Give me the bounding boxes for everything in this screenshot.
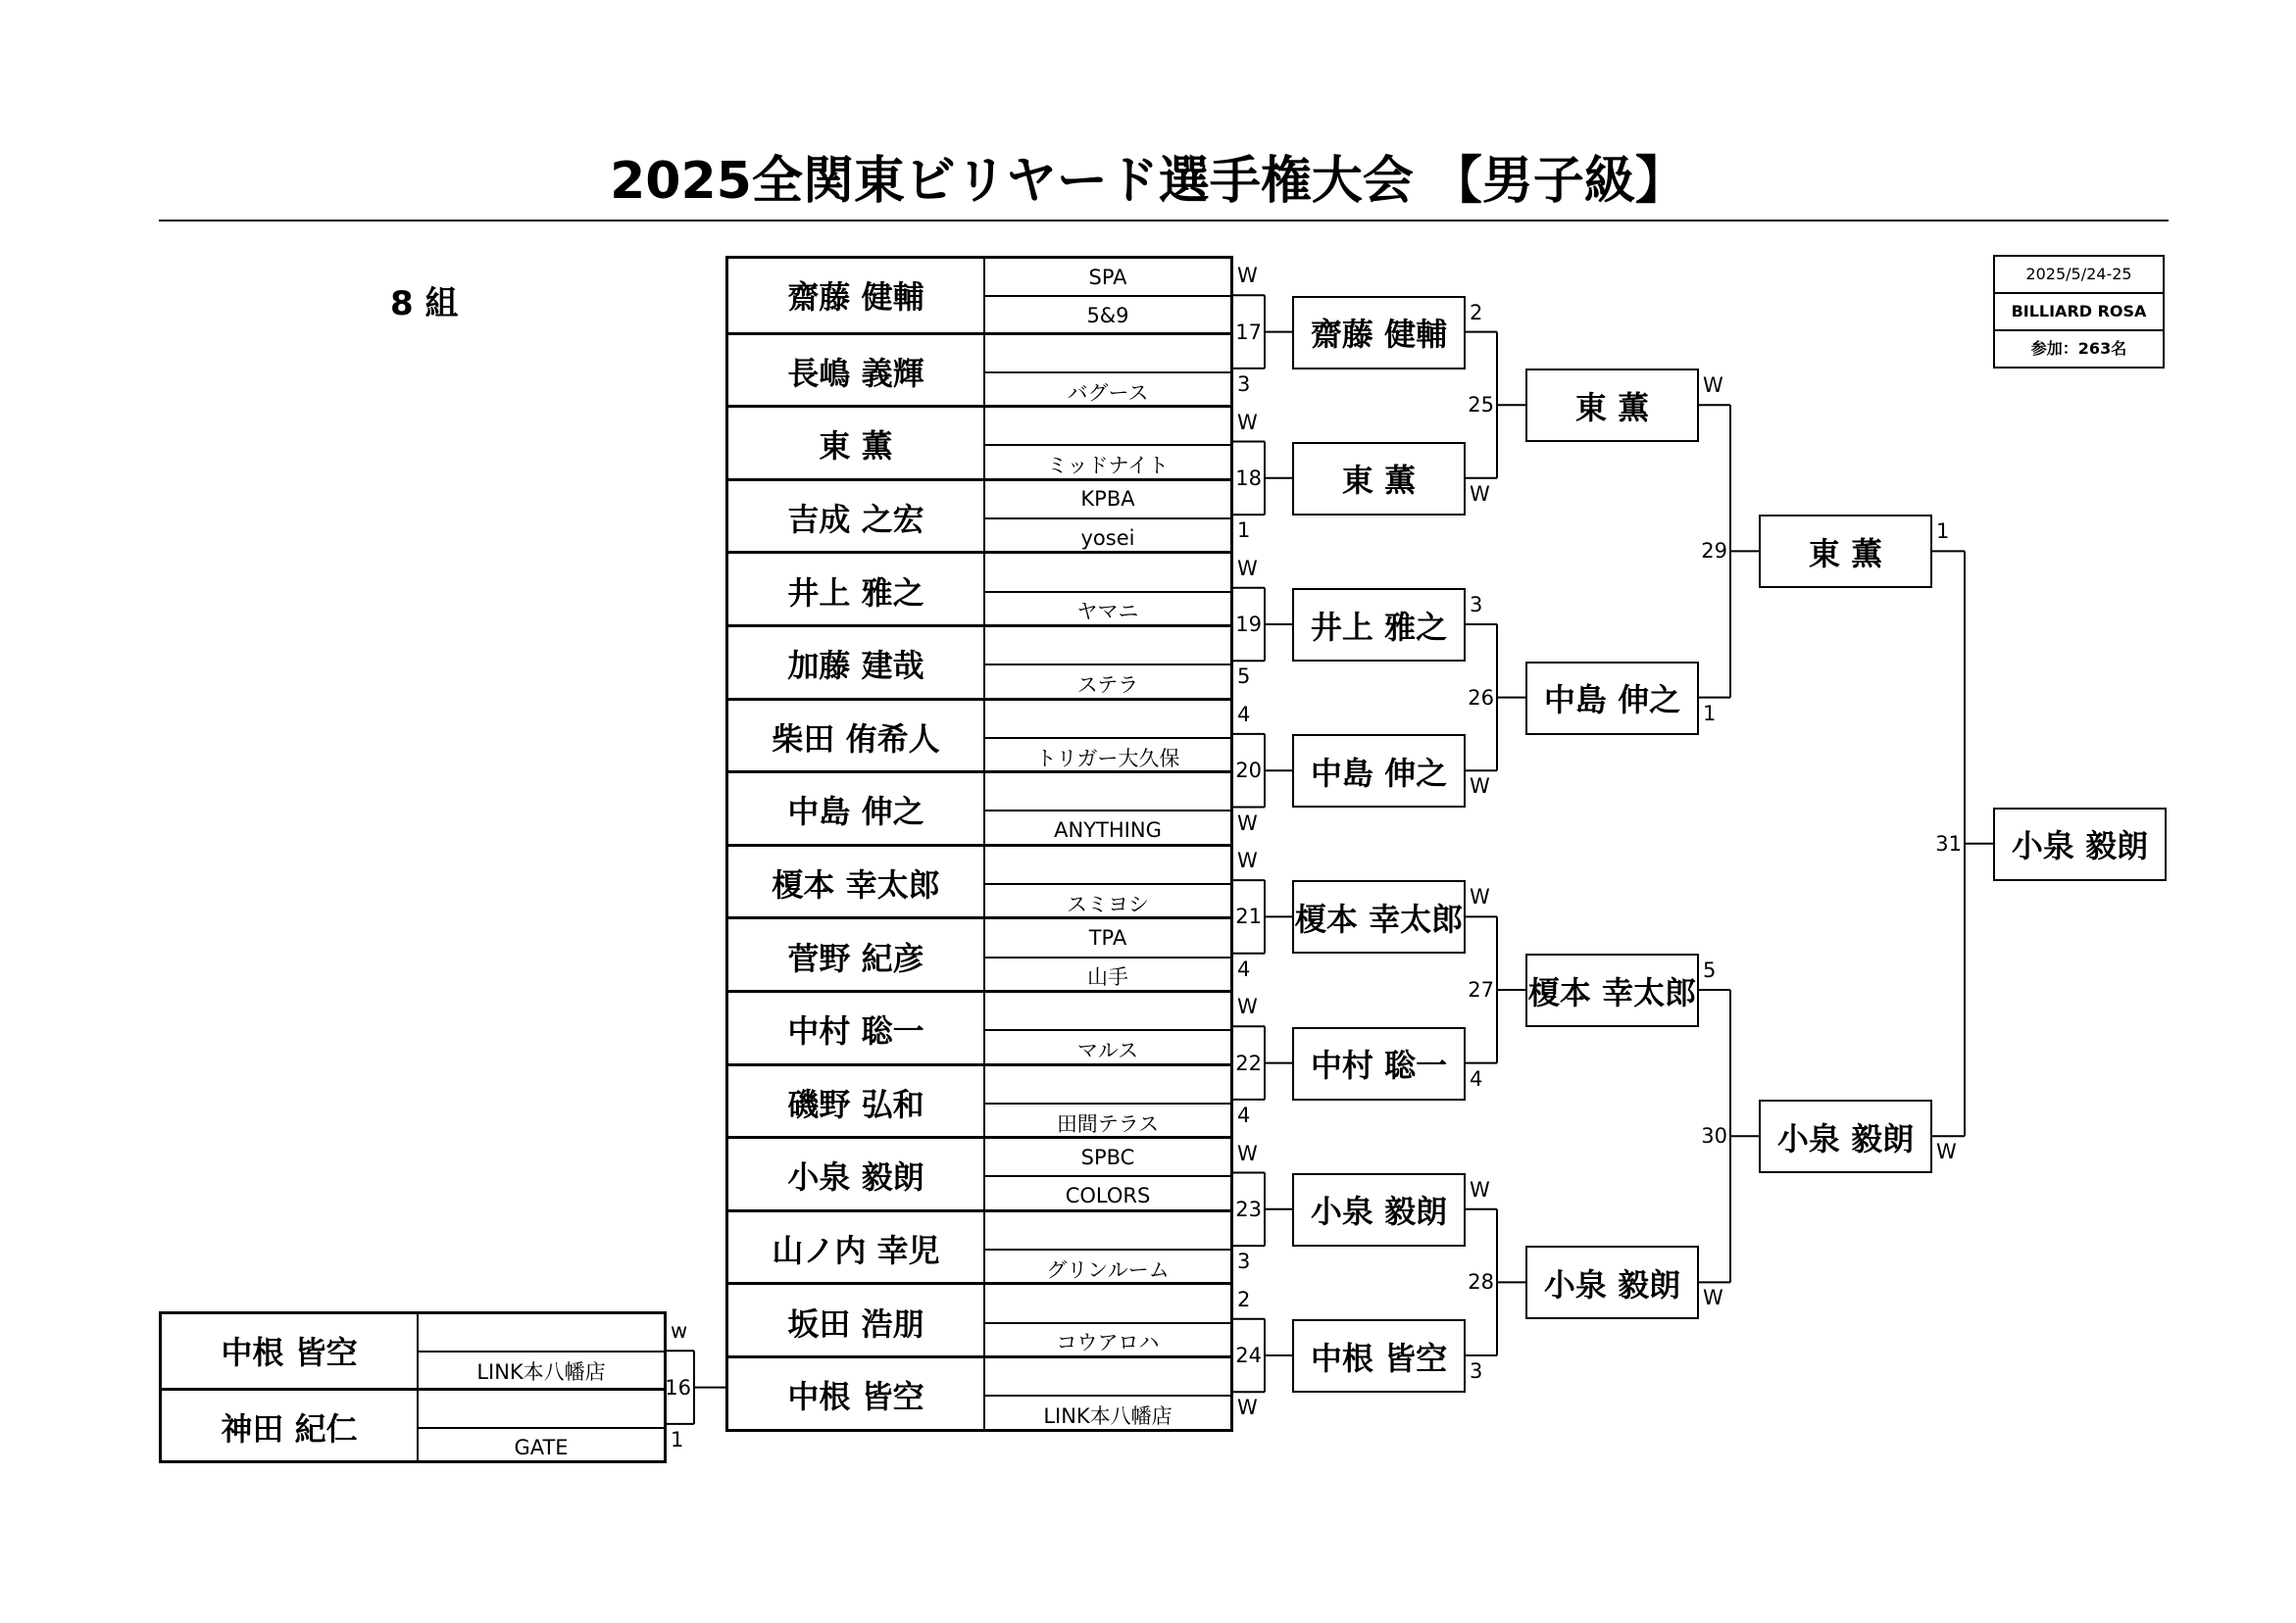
player-name: 神田 紀仁: [162, 1391, 419, 1464]
player-row: [728, 405, 1230, 481]
r1-bottom-score: W: [1237, 1396, 1258, 1420]
r1-top-score: W: [1237, 995, 1258, 1019]
r2-bottom-score: W: [1470, 774, 1490, 799]
player-name: 中根 皆空: [728, 1358, 985, 1432]
final-match-no: 31: [1935, 831, 1962, 856]
main-player-table: [725, 256, 1233, 1432]
event-date: 2025/5/24-25: [2025, 265, 2132, 283]
r1-match-no: 20: [1235, 759, 1262, 783]
r1-winner-box: 井上 雅之: [1292, 588, 1466, 662]
player-row: [728, 990, 1230, 1066]
player-row: [728, 259, 1230, 332]
club-bottom: 田間テラス: [985, 1103, 1230, 1141]
r2-match-no: 27: [1468, 978, 1494, 1002]
club-top: [985, 554, 1230, 590]
club-top: [985, 1358, 1230, 1395]
player-row: [728, 1136, 1230, 1212]
player-name: 中村 聡一: [728, 993, 985, 1066]
club-bottom: LINK本八幡店: [985, 1395, 1230, 1433]
player-row: [728, 770, 1230, 847]
player-row: [728, 1282, 1230, 1358]
r1-top-score: 2: [1237, 1287, 1251, 1311]
player-row: [728, 332, 1230, 409]
r1-top-score: W: [1237, 1141, 1258, 1165]
club-top: [985, 701, 1230, 737]
prelim-match-no: 16: [665, 1375, 691, 1400]
club-top: SPA: [1088, 265, 1127, 289]
club-bottom: グリンルーム: [985, 1249, 1230, 1287]
r2-winner-box: 東 薫: [1525, 369, 1699, 442]
club-top: [985, 993, 1230, 1029]
player-row: [162, 1314, 664, 1388]
player-row: [728, 916, 1230, 993]
player-row: [728, 844, 1230, 920]
player-name: 榎本 幸太郎: [728, 847, 985, 920]
r1-winner-box: 榎本 幸太郎: [1292, 880, 1466, 954]
event-venue: BILLIARD ROSA: [1995, 292, 2163, 329]
r1-bottom-score: W: [1237, 811, 1258, 835]
player-name: 磯野 弘和: [728, 1066, 985, 1140]
r2-bottom-score: W: [1470, 481, 1490, 506]
r2-top-score: 3: [1470, 593, 1483, 616]
r3-winner-box: 東 薫: [1759, 515, 1932, 588]
r2-top-score: W: [1470, 885, 1490, 910]
r2-top-score: W: [1470, 1177, 1490, 1202]
player-row: [728, 551, 1230, 627]
r1-bottom-score: 4: [1237, 957, 1251, 981]
player-name: 中島 伸之: [728, 773, 985, 847]
player-row: [728, 698, 1230, 774]
club-bottom: ヤマニ: [985, 591, 1230, 629]
r3-match-no: 29: [1701, 539, 1727, 564]
player-name: 加藤 建哉: [728, 627, 985, 701]
event-participants: 参加：263名: [1995, 329, 2163, 367]
r1-top-score: W: [1237, 410, 1258, 434]
club-top: KPBA: [1080, 487, 1135, 512]
club-top: [985, 773, 1230, 810]
prelim-top-score: w: [671, 1319, 688, 1344]
player-name: 東 薫: [728, 408, 985, 481]
r2-match-no: 25: [1468, 393, 1494, 418]
r1-bottom-score: 3: [1237, 371, 1251, 396]
player-name: 井上 雅之: [728, 554, 985, 627]
club-top: [985, 1285, 1230, 1321]
club-bottom: COLORS: [985, 1175, 1230, 1213]
r1-top-score: W: [1237, 264, 1258, 288]
club-bottom: ANYTHING: [985, 810, 1230, 848]
r1-winner-box: 中島 伸之: [1292, 734, 1466, 808]
r1-bottom-score: 1: [1237, 518, 1251, 543]
club-bottom: 山手: [985, 957, 1230, 995]
club-top: [419, 1391, 664, 1427]
club-bottom: ステラ: [985, 664, 1230, 702]
club-top: [985, 1066, 1230, 1103]
r1-match-no: 22: [1235, 1051, 1262, 1075]
player-row: [728, 624, 1230, 701]
r1-match-no: 21: [1235, 905, 1262, 929]
player-name: 坂田 浩朋: [728, 1285, 985, 1358]
club-bottom: スミヨシ: [985, 883, 1230, 921]
r1-match-no: 18: [1235, 466, 1262, 490]
club-top: [985, 335, 1230, 371]
club-top: SPBC: [1080, 1145, 1135, 1169]
r3-top-score: 5: [1703, 959, 1717, 982]
r1-winner-box: 中村 聡一: [1292, 1027, 1466, 1101]
club-bottom: トリガー大久保: [985, 737, 1230, 775]
r1-top-score: 4: [1237, 702, 1251, 726]
player-name: 中根 皆空: [162, 1314, 419, 1388]
r1-bottom-score: 4: [1237, 1103, 1251, 1127]
r1-match-no: 19: [1235, 613, 1262, 636]
final-top-score: 1: [1936, 519, 1950, 544]
player-row: [728, 1063, 1230, 1140]
final-bottom-score: W: [1936, 1140, 1957, 1164]
club-bottom: ミッドナイト: [985, 444, 1230, 482]
club-top: [985, 1212, 1230, 1249]
player-name: 小泉 毅朗: [728, 1139, 985, 1212]
player-row: [162, 1388, 664, 1464]
player-name: 吉成 之宏: [728, 481, 985, 555]
r3-bottom-score: 1: [1703, 701, 1717, 725]
player-row: [728, 478, 1230, 555]
club-bottom: バグース: [985, 371, 1230, 410]
r2-bottom-score: 4: [1470, 1066, 1483, 1091]
player-name: 柴田 侑希人: [728, 701, 985, 774]
r1-top-score: W: [1237, 556, 1258, 580]
prelim-bottom-score: 1: [671, 1427, 684, 1451]
r2-match-no: 28: [1468, 1270, 1494, 1295]
r1-winner-box: 東 薫: [1292, 442, 1466, 516]
r1-winner-box: 齋藤 健輔: [1292, 296, 1466, 369]
r1-match-no: 23: [1235, 1197, 1262, 1221]
champion-box: 小泉 毅朗: [1993, 808, 2167, 881]
group-label: 8 組: [390, 284, 459, 323]
club-bottom: LINK本八幡店: [419, 1351, 664, 1389]
page-title: 2025全関東ビリヤード選手権大会 【男子級】: [610, 152, 1686, 211]
prelim-player-table: [159, 1311, 667, 1463]
club-bottom: yosei: [985, 517, 1230, 556]
r2-winner-box: 中島 伸之: [1525, 662, 1699, 735]
club-bottom: コウアロハ: [985, 1322, 1230, 1360]
r1-winner-box: 小泉 毅朗: [1292, 1173, 1466, 1247]
player-name: 齋藤 健輔: [728, 259, 985, 332]
r1-bottom-score: 5: [1237, 664, 1251, 689]
r2-winner-box: 小泉 毅朗: [1525, 1246, 1699, 1319]
r1-match-no: 17: [1235, 320, 1262, 344]
r1-top-score: W: [1237, 849, 1258, 873]
club-top: [985, 408, 1230, 444]
r2-match-no: 26: [1468, 685, 1494, 710]
r1-winner-box: 中根 皆空: [1292, 1319, 1466, 1393]
club-top: TPA: [1088, 926, 1127, 951]
player-name: 菅野 紀彦: [728, 919, 985, 993]
r2-bottom-score: 3: [1470, 1359, 1483, 1383]
club-bottom: 5&9: [985, 295, 1230, 333]
r3-top-score: W: [1703, 373, 1723, 398]
club-top: [419, 1314, 664, 1351]
r3-bottom-score: W: [1703, 1286, 1723, 1310]
player-name: 長嶋 義輝: [728, 335, 985, 409]
r3-winner-box: 小泉 毅朗: [1759, 1100, 1932, 1173]
player-row: [728, 1209, 1230, 1286]
r1-bottom-score: 3: [1237, 1250, 1251, 1274]
r1-match-no: 24: [1235, 1344, 1262, 1367]
r2-top-score: 2: [1470, 300, 1483, 324]
r3-match-no: 30: [1701, 1124, 1727, 1149]
r2-winner-box: 榎本 幸太郎: [1525, 954, 1699, 1027]
player-row: [728, 1355, 1230, 1432]
club-top: [985, 627, 1230, 664]
player-name: 山ノ内 幸児: [728, 1212, 985, 1286]
club-bottom: マルス: [985, 1029, 1230, 1067]
club-top: [985, 847, 1230, 883]
club-bottom: GATE: [419, 1427, 664, 1465]
